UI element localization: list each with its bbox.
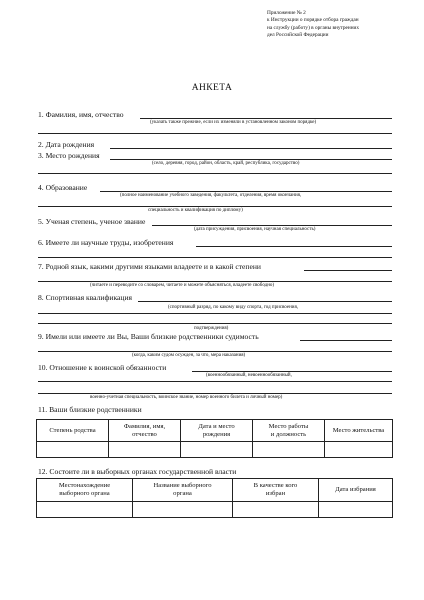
header-cell	[37, 420, 109, 442]
header-text: Место работы	[268, 422, 309, 430]
sports-qualification-line-3[interactable]	[38, 323, 392, 324]
table-row	[37, 442, 393, 458]
label-birth-place: 3. Место рождения	[38, 151, 100, 160]
academic-degree-line[interactable]	[152, 225, 392, 226]
military-duty-line[interactable]	[192, 371, 392, 372]
header-cell	[133, 479, 233, 502]
table-cell[interactable]	[109, 442, 181, 458]
hint-full-name: (указать также прежние, если их изменяли в установленном законом порядке)	[150, 120, 317, 125]
table-cell[interactable]	[37, 502, 133, 518]
header-text: органа	[173, 490, 192, 497]
header-cell	[319, 479, 393, 502]
header-text: В качестве кого	[253, 482, 298, 489]
header-cell	[37, 479, 133, 502]
table-cell[interactable]	[37, 442, 109, 458]
table-cell[interactable]	[181, 442, 253, 458]
hint-criminal-record: (когда, каким судом осужден, за что, мера наказания)	[132, 353, 246, 358]
header-cell	[109, 420, 181, 442]
header-text: Местонахождение	[58, 482, 111, 489]
header-text: рождения	[202, 430, 231, 438]
sports-qualification-line[interactable]	[138, 301, 392, 302]
hint-academic-degree: (дата присуждения, присвоения, научная специальность)	[194, 227, 316, 232]
header-text: и должность	[270, 430, 307, 438]
header-cell	[253, 420, 325, 442]
label-education: 4. Образование	[38, 183, 88, 192]
hint-education: (полное наименование учебного заведения, факультета, отделения, время окончания,	[120, 193, 302, 198]
header-text: выборного органа	[59, 490, 110, 497]
header-text: отчество	[132, 430, 157, 438]
table-cell[interactable]	[325, 442, 393, 458]
header-text: Дата и место	[198, 422, 235, 430]
header-cell	[181, 420, 253, 442]
label-elected-bodies: 12. Состоите ли в выборных органах государственной власти	[38, 467, 237, 476]
header-text: избран	[265, 490, 286, 497]
full-name-line-2[interactable]	[38, 133, 392, 134]
label-full-name: 1. Фамилия, имя, отчество	[38, 110, 124, 119]
full-name-line[interactable]	[140, 118, 392, 119]
elected-bodies-table	[36, 478, 393, 518]
page-title: АНКЕТА	[191, 83, 233, 93]
table-row	[37, 502, 393, 518]
header-text: Степень родства	[49, 426, 96, 434]
sports-qualification-line-2[interactable]	[38, 313, 392, 314]
scientific-works-line-2[interactable]	[38, 257, 392, 258]
elected-header-row	[37, 479, 393, 502]
table-cell[interactable]	[319, 502, 393, 518]
header-cell	[233, 479, 319, 502]
appendix-line: к Инструкции о порядке отбора граждан	[267, 17, 359, 24]
appendix-line: дел Российской Федерации	[267, 32, 329, 39]
birth-place-line-2[interactable]	[38, 173, 392, 174]
header-cell	[325, 420, 393, 442]
label-military-duty: 10. Отношение к воинской обязанности	[38, 363, 167, 372]
hint-languages: (читаете и переводите со словарем, читаете и можете объясняться, владеете свободно)	[90, 283, 275, 288]
relatives-table	[36, 419, 393, 458]
education-line-2[interactable]	[38, 206, 392, 207]
birth-date-line[interactable]	[110, 148, 392, 149]
label-relatives: 11. Ваши близкие родственники	[38, 405, 142, 414]
scientific-works-line[interactable]	[196, 246, 392, 247]
appendix-line: на службу (работу) в органы внутренних	[267, 24, 360, 31]
relatives-header-row	[37, 420, 393, 442]
hint-sports-qualification: (спортивный разряд, по какому виду спорта, год присвоения,	[168, 305, 298, 310]
table-cell[interactable]	[253, 442, 325, 458]
hint-education-2: специальность и квалификация по диплому)	[148, 208, 243, 213]
criminal-record-line[interactable]	[300, 340, 392, 341]
header-text: Дата избрания	[335, 486, 376, 493]
hint-birth-place: (село, деревня, город, район, область, край, республика, государство)	[152, 161, 300, 166]
header-text: Название выборного	[153, 482, 212, 489]
hint-military-duty-2: военно-учетная специальность, воинское звание, номер военного билета и личный номер)	[90, 395, 283, 400]
appendix-note	[267, 10, 417, 40]
label-birth-date: 2. Дата рождения	[38, 140, 95, 149]
table-cell[interactable]	[133, 502, 233, 518]
label-scientific-works: 6. Имеете ли научные труды, изобретения	[38, 238, 174, 247]
birth-place-line[interactable]	[110, 159, 392, 160]
languages-line[interactable]	[304, 270, 392, 271]
label-criminal-record: 9. Имели или имеете ли Вы, Ваши близкие родственники судимость	[38, 332, 259, 341]
military-duty-line-3[interactable]	[38, 393, 392, 394]
education-line[interactable]	[100, 191, 392, 192]
table-cell[interactable]	[233, 502, 319, 518]
languages-line-2[interactable]	[38, 281, 392, 282]
hint-military-duty: (военнообязанный, невоеннообязанный,	[206, 373, 292, 378]
header-text: Фамилия, имя,	[123, 422, 166, 430]
header-text: Место жительства	[332, 426, 385, 434]
label-sports-qualification: 8. Спортивная квалификация	[38, 293, 133, 302]
hint-sports-qualification-2: подтверждения)	[194, 326, 229, 331]
military-duty-line-2[interactable]	[38, 381, 392, 382]
appendix-line: Приложение № 2	[267, 10, 306, 16]
label-languages: 7. Родной язык, какими другими языками владеете и в какой степени	[38, 262, 261, 271]
label-academic-degree: 5. Ученая степень, ученое звание	[38, 217, 146, 226]
criminal-record-line-2[interactable]	[38, 351, 392, 352]
